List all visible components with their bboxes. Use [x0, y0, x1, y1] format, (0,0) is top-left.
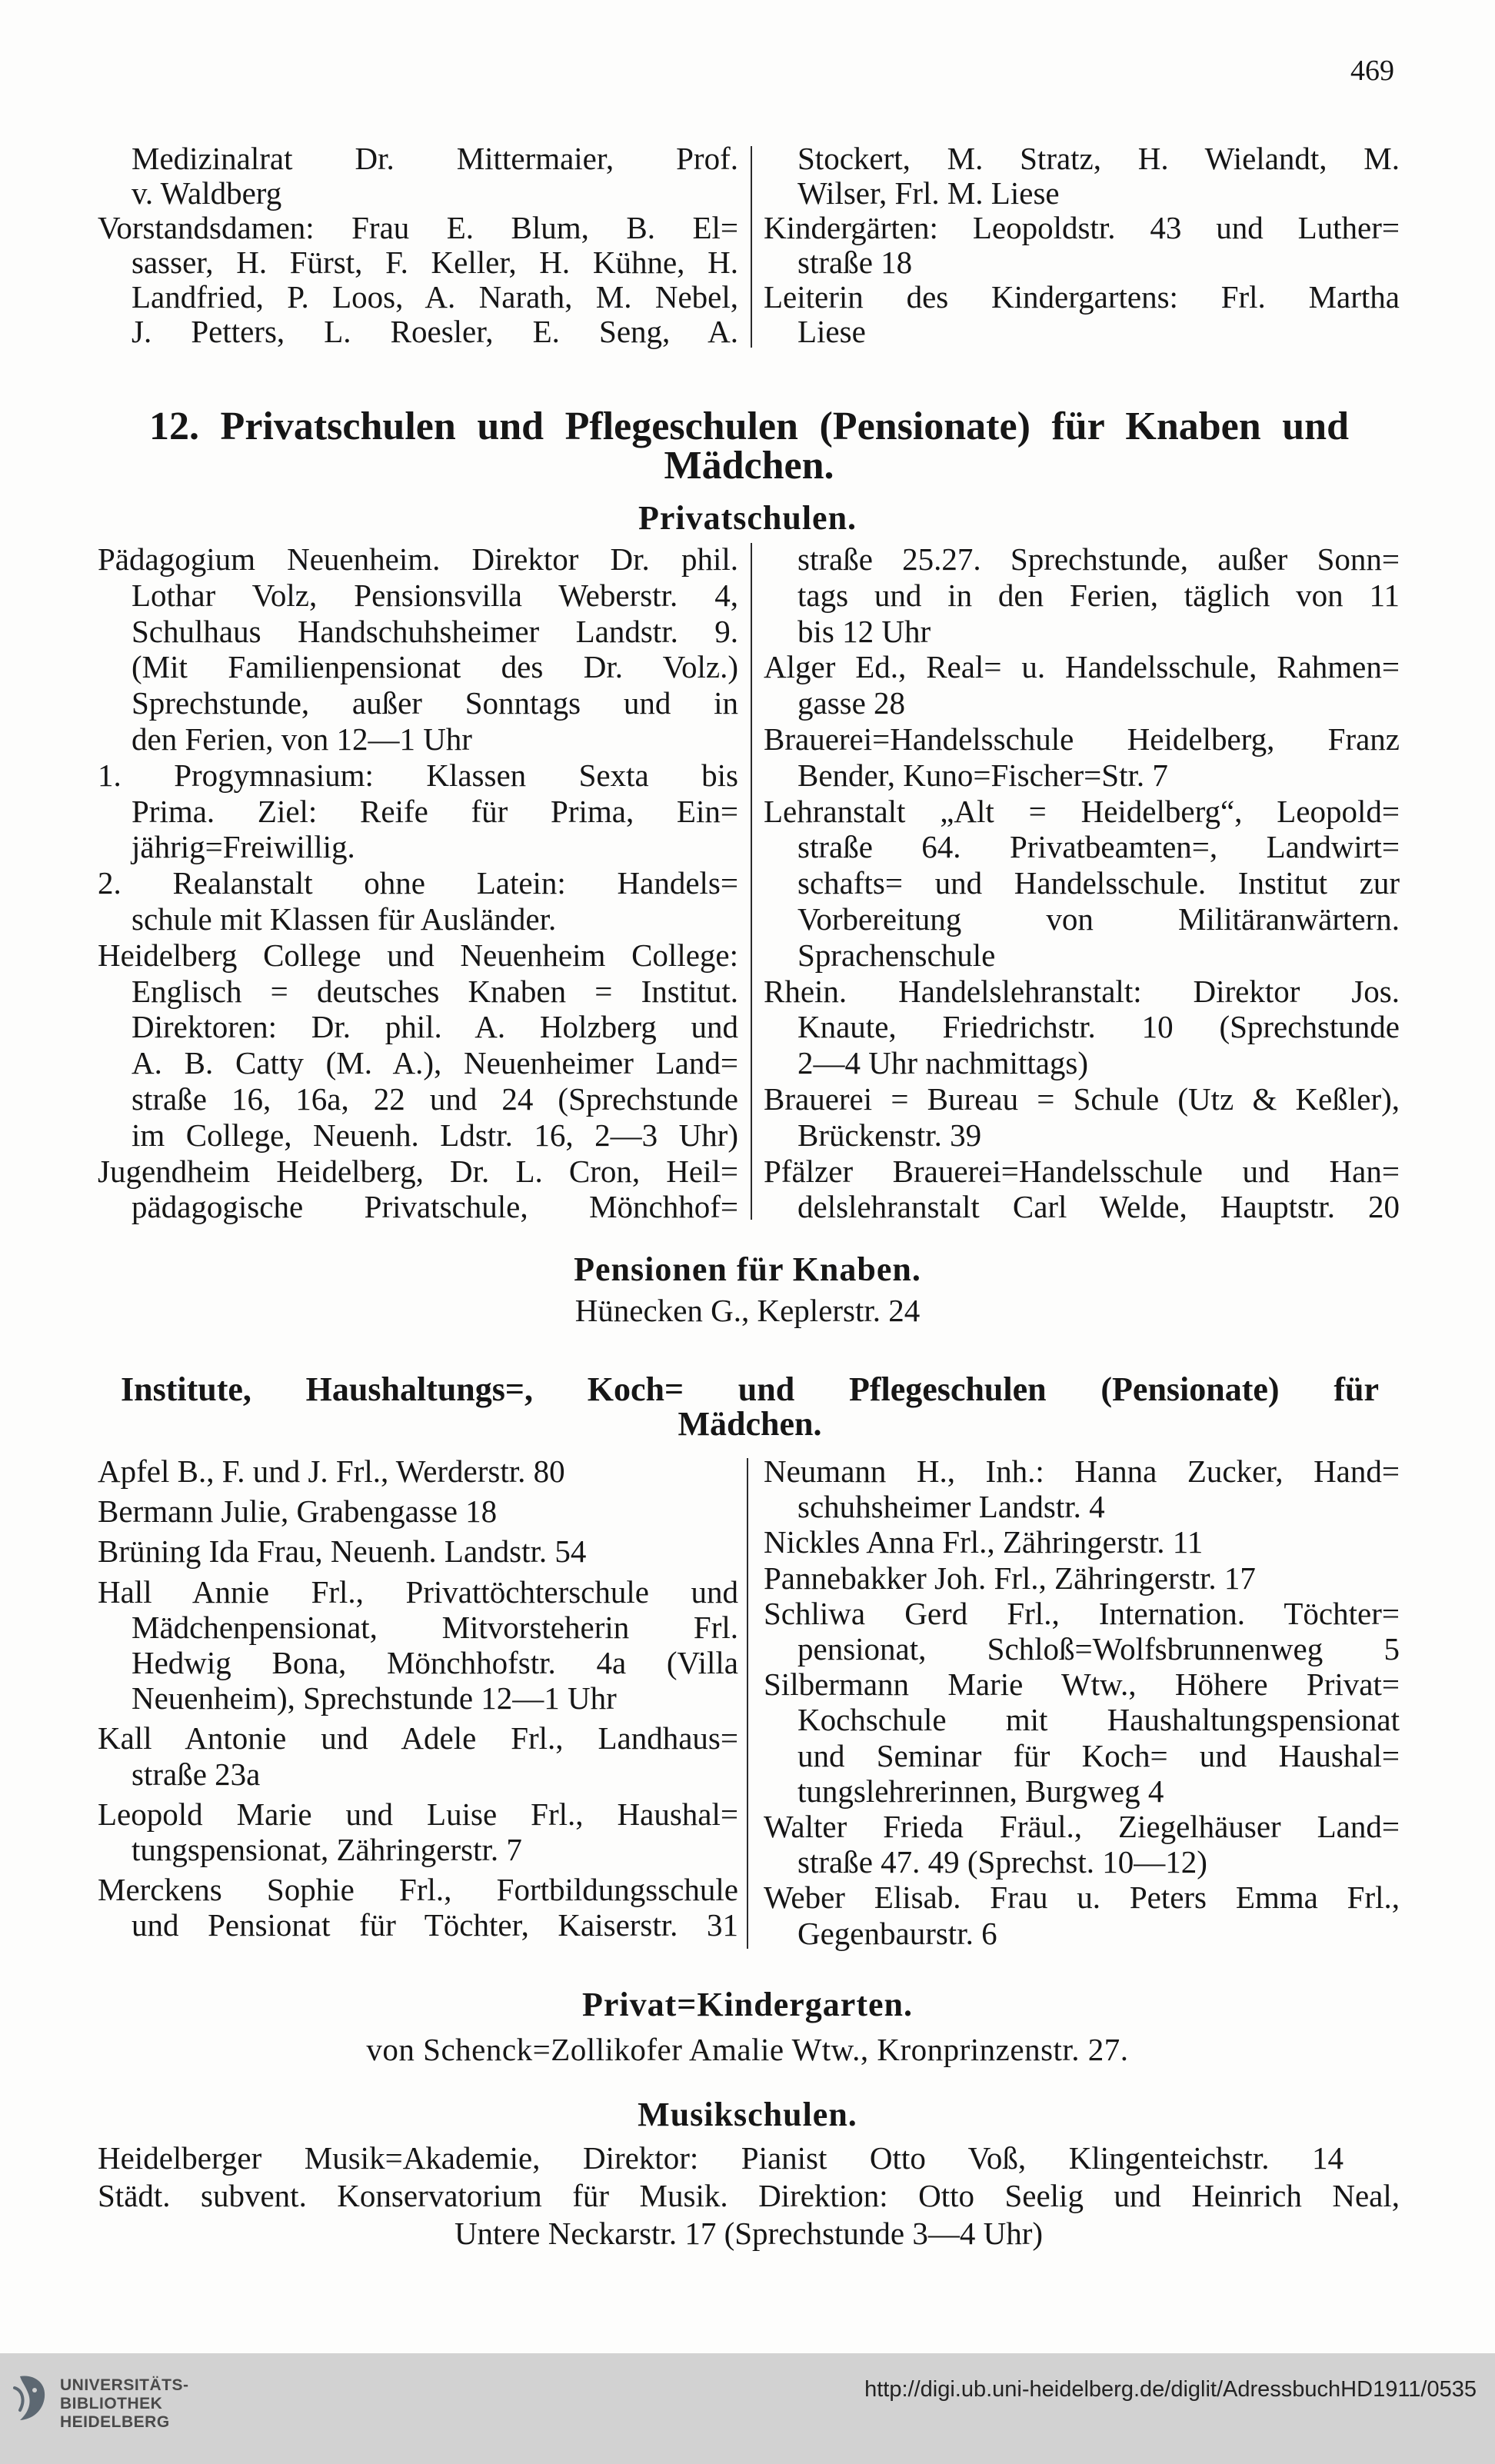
musikschulen-list	[98, 2139, 1400, 2253]
entry-line: tungspensionat, Zähringerstr. 7	[132, 1832, 522, 1868]
entry-line: Untere Neckarstr. 17 (Sprechstunde 3—4 Uhr)	[454, 2216, 1044, 2251]
footer-bar	[0, 2353, 1495, 2464]
entry-line: gasse 28	[797, 685, 906, 721]
entry-line: Vorbereitung von Militäranwärtern.	[797, 901, 1400, 937]
entry-line: straße 16, 16a, 22 und 24 (Sprechstunde	[132, 1080, 738, 1117]
directory-entry	[764, 1524, 1400, 1560]
entry-line: Kindergärten: Leopoldstr. 43 und Luther=	[764, 210, 1400, 245]
entry-line: sasser, H. Fürst, F. Keller, H. Kühne, H.	[132, 245, 738, 280]
entry-line: bis 12 Uhr	[797, 613, 931, 649]
entry-line: Leopold Marie und Luise Frl., Haushal=	[98, 1796, 738, 1832]
entry-line: Apfel B., F. und J. Frl., Werderstr. 80	[98, 1453, 565, 1489]
entry-line: den Ferien, von 12—1 Uhr	[132, 721, 472, 757]
entry-line: Pädagogium Neuenheim. Direktor Dr. phil.	[98, 541, 738, 577]
entry-line: Englisch = deutsches Knaben = Institut.	[132, 973, 738, 1009]
directory-entry	[764, 280, 1400, 349]
subsection-heading-kindergarten: Privat=Kindergarten.	[582, 1986, 913, 2023]
entry-line: Neuenheim), Sprechstunde 12—1 Uhr	[132, 1680, 617, 1716]
entry-line: Sprechstunde, außer Sonntags und in	[132, 685, 738, 721]
entry-line: und Pensionat für Töchter, Kaiserstr. 31	[132, 1907, 738, 1943]
directory-entry	[764, 974, 1400, 1081]
entry-line: v. Waldberg	[132, 175, 282, 211]
directory-entry	[764, 1596, 1400, 1667]
directory-entry	[764, 1081, 1400, 1154]
entry-line: Schulhaus Handschuhsheimer Landstr. 9.	[132, 613, 738, 649]
directory-entry	[764, 1809, 1400, 1880]
directory-entry	[98, 1872, 738, 1943]
entry-line: Brückenstr. 39	[797, 1117, 982, 1153]
directory-entry	[98, 1574, 738, 1716]
privatschulen-right-column	[764, 541, 1400, 1225]
directory-entry	[98, 211, 738, 349]
entry-line: Gegenbaurstr. 6	[797, 1915, 997, 1951]
entry-line: Heidelberger Musik=Akademie, Direktor: Pianist Otto Voß, Klingenteichstr. 14	[98, 2140, 1344, 2176]
directory-entry	[98, 1493, 738, 1529]
entry-line: Bender, Kuno=Fischer=Str. 7	[797, 757, 1168, 793]
entry-line: straße 18	[797, 245, 913, 280]
entry-line: Rhein. Handelslehranstalt: Direktor Jos.	[764, 973, 1400, 1009]
directory-entry	[98, 1796, 738, 1867]
entry-line: Bermann Julie, Grabengasse 18	[98, 1493, 498, 1530]
directory-entry	[98, 937, 738, 1154]
column-divider	[747, 1458, 748, 1949]
entry-line: Walter Frieda Fräul., Ziegelhäuser Land=	[764, 1809, 1400, 1845]
library-name	[60, 2376, 189, 2432]
directory-entry	[98, 1453, 738, 1489]
entry-line: 2. Realanstalt ohne Latein: Handels=	[98, 865, 738, 901]
institute-left-column	[98, 1453, 738, 1943]
entry-line: Medizinalrat Dr. Mittermaier, Prof.	[132, 141, 738, 176]
entry-line: (Mit Familienpensionat des Dr. Volz.)	[132, 649, 738, 685]
entry-line: tags und in den Ferien, täglich von 11	[797, 577, 1400, 613]
directory-entry	[98, 1533, 738, 1569]
column-divider	[751, 543, 752, 1220]
entry-line: Pfälzer Brauerei=Handelsschule und Han=	[764, 1153, 1400, 1189]
top-left-column	[98, 142, 738, 349]
entry-line: Brauerei = Bureau = Schule (Utz & Keßler),	[764, 1080, 1400, 1117]
entry-line: schafts= und Handelsschule. Institut zur	[797, 865, 1400, 901]
heading-line: Mädchen.	[678, 1405, 822, 1443]
directory-entry	[764, 1560, 1400, 1596]
entry-line: Stockert, M. Stratz, H. Wielandt, M.	[797, 141, 1400, 176]
subsection-heading-musikschulen: Musikschulen.	[638, 2096, 857, 2133]
entry-line: Hedwig Bona, Mönchhofstr. 4a (Villa	[132, 1645, 738, 1681]
entry-line: Schliwa Gerd Frl., Internation. Töchter=	[764, 1595, 1400, 1631]
entry-line: tungslehrerinnen, Burgweg 4	[797, 1773, 1164, 1809]
section-title-line: 12. Privatschulen und Pflegeschulen (Pensionate) für Knaben und	[149, 405, 1349, 448]
entry-line: straße 64. Privatbeamten=, Landwirt=	[797, 829, 1400, 865]
entry-line: Liese	[797, 314, 866, 349]
entry-line: Städt. subvent. Konservatorium für Musik. Direktion: Otto Seelig und Heinrich Neal,	[98, 2178, 1400, 2213]
heading-line: Institute, Haushaltungs=, Koch= und Pflegeschulen (Pensionate) für	[121, 1370, 1379, 1408]
section-title	[149, 405, 1349, 488]
entry-line: pensionat, Schloß=Wolfsbrunnenweg 5	[797, 1631, 1400, 1667]
entry-line: Wilser, Frl. M. Liese	[797, 175, 1060, 211]
directory-entry	[98, 541, 738, 758]
entry-line: Lehranstalt „Alt = Heidelberg“, Leopold=	[764, 793, 1400, 829]
entry-line: straße 25.27. Sprechstunde, außer Sonn=	[797, 541, 1400, 577]
entry-line: straße 47. 49 (Sprechst. 10—12)	[797, 1844, 1207, 1880]
entry-line: Kall Antonie und Adele Frl., Landhaus=	[98, 1720, 738, 1756]
source-url: http://digi.ub.uni-heidelberg.de/diglit/AdressbuchHD1911/0535	[864, 2377, 1477, 2402]
directory-entry	[764, 1154, 1400, 1226]
subsection-heading-institute	[121, 1372, 1379, 1441]
directory-entry: von Schenck=Zollikofer Amalie Wtw., Kronprinzenstr. 27.	[366, 2032, 1129, 2067]
privatschulen-left-column	[98, 541, 738, 1225]
directory-entry	[98, 758, 738, 865]
entry-line: Direktoren: Dr. phil. A. Holzberg und	[132, 1009, 738, 1045]
entry-line: Leiterin des Kindergartens: Frl. Martha	[764, 279, 1400, 315]
entry-line: 1. Progymnasium: Klassen Sexta bis	[98, 757, 738, 793]
entry-line: Neumann H., Inh.: Hanna Zucker, Hand=	[764, 1453, 1400, 1489]
section-title-line: Mädchen.	[664, 444, 834, 488]
entry-line: Mädchenpensionat, Mitvorsteherin Frl.	[132, 1609, 738, 1645]
directory-entry	[764, 1453, 1400, 1524]
entry-line: Kochschule mit Haushaltungspensionat	[797, 1702, 1400, 1738]
entry-line: Prima. Ziel: Reife für Prima, Ein=	[132, 793, 738, 829]
entry-line: Knaute, Friedrichstr. 10 (Sprechstunde	[797, 1009, 1400, 1045]
library-name-line: BIBLIOTHEK	[60, 2395, 163, 2412]
directory-entry	[98, 1154, 738, 1226]
entry-line: Sprachenschule	[797, 937, 996, 973]
directory-entry	[764, 1667, 1400, 1809]
entry-line: Landfried, P. Loos, A. Narath, M. Nebel,	[132, 279, 738, 315]
entry-line: Silbermann Marie Wtw., Höhere Privat=	[764, 1667, 1400, 1703]
directory-entry	[764, 1880, 1400, 1950]
institute-right-column	[764, 1453, 1400, 1951]
subsection-heading-privatschulen: Privatschulen.	[638, 499, 857, 537]
entry-line: A. B. Catty (M. A.), Neuenheimer Land=	[132, 1045, 738, 1081]
entry-line: Pannebakker Joh. Frl., Zähringerstr. 17	[764, 1560, 1256, 1596]
entry-line: und Seminar für Koch= und Haushal=	[797, 1737, 1400, 1773]
entry-line: straße 23a	[132, 1756, 261, 1792]
entry-line: Heidelberg College und Neuenheim College:	[98, 937, 738, 973]
library-emblem-icon	[11, 2373, 51, 2422]
subsection-heading-pensionen: Pensionen für Knaben.	[574, 1250, 921, 1288]
entry-line: Jugendheim Heidelberg, Dr. L. Cron, Heil=	[98, 1153, 738, 1189]
directory-entry	[764, 541, 1400, 649]
directory-entry	[764, 649, 1400, 721]
entry-line: Hall Annie Frl., Privattöchterschule und	[98, 1573, 738, 1610]
library-name-line: UNIVERSITÄTS-	[60, 2376, 189, 2394]
entry-line: Nickles Anna Frl., Zähringerstr. 11	[764, 1524, 1204, 1560]
directory-entry	[98, 142, 738, 211]
page-number: 469	[1350, 55, 1394, 87]
entry-line: 2—4 Uhr nachmittags)	[797, 1045, 1089, 1081]
directory-entry	[98, 865, 738, 937]
directory-entry: Hünecken G., Keplerstr. 24	[574, 1293, 921, 1328]
column-divider	[751, 146, 752, 348]
entry-line: im College, Neuenh. Ldstr. 16, 2—3 Uhr)	[132, 1117, 738, 1153]
entry-line: schule mit Klassen für Ausländer.	[132, 901, 557, 937]
directory-entry	[764, 721, 1400, 794]
library-name-line: HEIDELBERG	[60, 2413, 170, 2431]
top-right-column	[764, 142, 1400, 349]
directory-entry	[98, 1720, 738, 1791]
entry-line: Alger Ed., Real= u. Handelsschule, Rahmen=	[764, 649, 1400, 685]
entry-line: pädagogische Privatschule, Mönchhof=	[132, 1189, 738, 1225]
entry-line: J. Petters, L. Roesler, E. Seng, A.	[132, 314, 738, 349]
entry-line: schuhsheimer Landstr. 4	[797, 1489, 1105, 1525]
entry-line: Weber Elisab. Frau u. Peters Emma Frl.,	[764, 1880, 1400, 1916]
entry-line: Lothar Volz, Pensionsvilla Weberstr. 4,	[132, 577, 738, 613]
directory-entry	[764, 211, 1400, 280]
entry-line: Brüning Ida Frau, Neuenh. Landstr. 54	[98, 1533, 587, 1570]
entry-line: Brauerei=Handelsschule Heidelberg, Franz	[764, 721, 1400, 757]
entry-line: jährig=Freiwillig.	[132, 829, 355, 865]
entry-line: Merckens Sophie Frl., Fortbildungsschule	[98, 1872, 738, 1908]
directory-entry	[764, 142, 1400, 211]
entry-line: Vorstandsdamen: Frau E. Blum, B. El=	[98, 210, 738, 245]
entry-line: delslehranstalt Carl Welde, Hauptstr. 20	[797, 1189, 1400, 1225]
directory-entry	[764, 794, 1400, 974]
